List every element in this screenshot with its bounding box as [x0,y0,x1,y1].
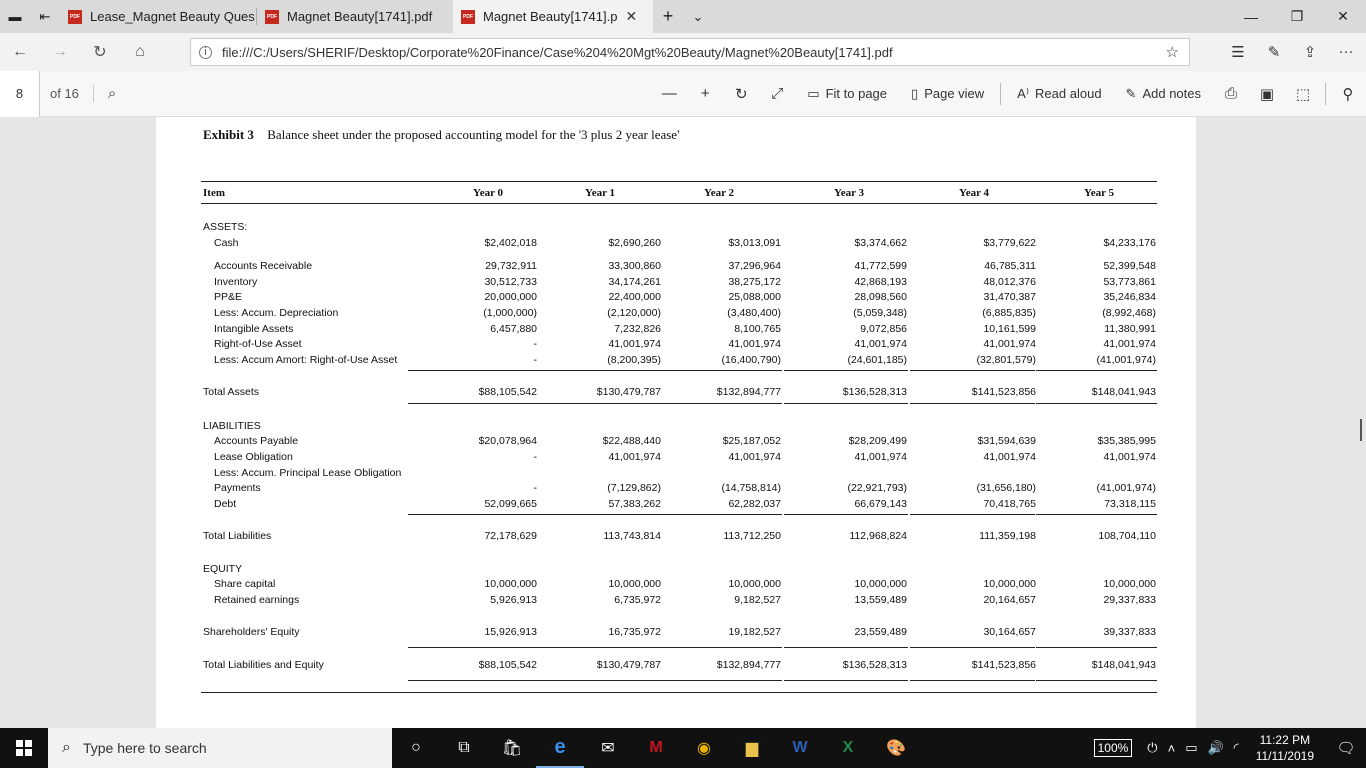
home-icon[interactable]: ⌂ [135,43,145,60]
total-rule [536,403,662,404]
pdf-viewport[interactable] [0,117,1366,728]
table-cell: 19,182,527 [728,626,781,638]
table-cell: 72,178,629 [484,530,537,542]
table-cell: 41,001,974 [728,451,781,463]
edge-icon[interactable]: e [536,728,584,768]
table-bottom-rule [201,692,1157,693]
row-label-accum_dep: Less: Accum. Depreciation [214,307,339,319]
subtotal-rule [661,680,782,681]
fullscreen-icon[interactable]: ⤢ [771,85,784,102]
task-view-icon[interactable]: ⧉ [458,739,470,756]
subtotal-rule [661,647,782,648]
share-icon[interactable]: ⇪ [1303,44,1317,61]
close-window-icon[interactable]: ✕ [1337,8,1349,24]
section-heading-liabilities: LIABILITIES [203,420,261,432]
table-cell: - [533,338,537,350]
table-cell: 57,383,262 [608,498,661,510]
table-cell: 41,001,974 [608,451,661,463]
table-cell: 28,098,560 [854,291,907,303]
subtotal-rule [1036,647,1157,648]
total-rule [784,403,908,404]
table-cell: 29,337,833 [1103,594,1156,606]
column-header-year: Year 3 [833,187,865,199]
back-icon[interactable]: ← [12,43,28,60]
table-cell: $31,594,639 [977,435,1036,447]
print-icon[interactable]: ⎙ [1224,85,1237,102]
table-cell: 46,785,311 [984,260,1036,272]
subtotal-rule [408,680,537,681]
total-rule [661,403,782,404]
minimize-icon[interactable]: — [1244,8,1258,25]
row-label-rou_amort: Less: Accum Amort: Right-of-Use Asset [214,354,398,366]
cortana-icon[interactable]: ○ [411,739,421,756]
fit-to-page-label: Fit to page [825,86,888,101]
subtotal-rule [536,370,662,371]
table-cell: 41,001,974 [728,338,781,350]
row-label-lease_pay: Payments [214,482,261,494]
table-cell: 23,559,489 [854,626,907,638]
table-cell: 41,001,974 [854,451,907,463]
save-icon[interactable]: ▣ [1259,85,1275,103]
column-header-year: Year 0 [472,187,504,199]
pdf-icon: PDF [68,10,82,24]
table-cell: 9,072,856 [860,323,907,335]
table-cell: 35,246,834 [1103,291,1156,303]
table-cell: (22,921,793) [847,482,907,494]
row-label-cash: Cash [214,237,239,249]
table-cell: 20,164,657 [983,594,1036,606]
table-cell: 62,282,037 [728,498,781,510]
table-cell: $35,385,995 [1097,435,1156,447]
row-label-lease_obl: Lease Obligation [214,451,293,463]
table-cell: 38,275,172 [728,276,781,288]
clock-time: 11:22 PM [1259,733,1311,747]
table-cell: (1,000,000) [483,307,537,319]
total-rule [408,403,537,404]
pdf-icon: PDF [265,10,279,24]
tab-actions-icon[interactable]: ▬ [8,9,22,24]
table-cell: $141,523,856 [971,386,1036,398]
windows-logo-icon [16,740,32,756]
forward-icon[interactable]: → [52,43,68,60]
network-adapter-icon[interactable]: ▭ [1185,740,1198,755]
table-cell: 41,772,599 [854,260,907,272]
table-cell: $28,209,499 [848,435,907,447]
add-notes-button[interactable] [1126,86,1201,102]
row-label-total_liab: Total Liabilities [203,530,272,542]
subtotal-rule [408,370,537,371]
row-label-debt: Debt [214,498,237,510]
tab-magnet-beauty-1[interactable] [257,0,453,33]
table-cell: $3,779,622 [983,237,1036,249]
table-cell: 70,418,765 [983,498,1036,510]
table-cell: 13,559,489 [854,594,907,606]
tab-magnet-beauty-active[interactable] [453,0,653,33]
table-cell: $2,402,018 [484,237,537,249]
add-notes-label: Add notes [1142,86,1201,101]
search-icon: ⌕ [62,739,71,756]
info-icon[interactable]: i [199,46,212,59]
table-cell: (2,120,000) [607,307,661,319]
total-rule [910,403,1035,404]
table-cell: 10,000,000 [983,578,1036,590]
table-cell: 111,359,198 [979,530,1036,542]
new-tab-icon[interactable]: + [662,6,674,26]
table-cell: $130,479,787 [596,386,661,398]
table-cell: 20,000,000 [484,291,537,303]
row-label-retained: Retained earnings [214,594,300,606]
table-cell: - [533,451,537,463]
page-count: of 16 [50,86,79,101]
tab-label: Magnet Beauty[1741].p [483,9,618,24]
subtotal-rule [784,680,908,681]
table-cell: 8,100,765 [734,323,781,335]
table-cell: 39,337,833 [1103,626,1156,638]
subtotal-rule [408,514,537,515]
file-explorer-icon[interactable]: ▆ [745,740,759,757]
table-cell: (31,656,180) [976,482,1036,494]
section-heading-assets: ASSETS: [203,221,248,233]
more-icon[interactable]: ··· [1338,43,1354,60]
table-cell: 113,743,814 [603,530,661,542]
search-placeholder: Type here to search [82,740,207,756]
search-icon[interactable]: ⌕ [93,85,116,102]
section-heading-equity: EQUITY [203,563,243,575]
table-cell: $136,528,313 [842,386,907,398]
table-cell: 7,232,826 [614,323,661,335]
subtotal-rule [661,514,782,515]
table-cell: $132,894,777 [716,386,781,398]
row-label-lease_pay_1: Less: Accum. Principal Lease Obligation [214,467,402,479]
table-cell: 73,318,115 [1104,498,1156,510]
subtotal-rule [536,514,662,515]
table-cell: 10,000,000 [1103,578,1156,590]
table-cell: (32,801,579) [976,354,1036,366]
table-cell: $2,690,260 [608,237,661,249]
table-cell: 10,000,000 [728,578,781,590]
row-label-rou: Right-of-Use Asset [214,338,302,350]
column-header-year: Year 2 [703,187,735,199]
exhibit-label: Exhibit 3 [203,127,254,142]
table-cell: 10,000,000 [854,578,907,590]
subtotal-rule [910,680,1035,681]
table-cell: 6,735,972 [614,594,661,606]
set-tabs-aside-icon[interactable]: ⇤ [39,8,51,24]
table-cell: - [533,482,537,494]
row-label-share_cap: Share capital [214,578,276,590]
table-cell: (5,059,348) [853,307,907,319]
action-center-icon[interactable]: 🗨 [1336,740,1356,757]
url-text: file:///C:/Users/SHERIF/Desktop/Corporate%20Finance/Case%204%20Mgt%20Beauty/Magnet%20Beauty[1741].pdf [222,44,893,60]
column-header-year: Year 1 [584,187,616,199]
exhibit-title: Balance sheet under the proposed accounting model for the '3 plus 2 year lease' [267,127,680,142]
exhibit-heading [203,127,679,143]
table-cell: (3,480,400) [727,307,781,319]
zoom-out-icon[interactable]: — [661,85,677,102]
address-bar [0,33,1366,71]
refresh-icon[interactable]: ↻ [93,44,107,61]
subtotal-rule [784,647,908,648]
table-cell: 113,712,250 [723,530,781,542]
table-cell: 41,001,974 [983,338,1036,350]
table-cell: 52,399,548 [1103,260,1156,272]
save-as-icon[interactable]: ⬚ [1295,85,1311,103]
table-cell: $88,105,542 [478,659,537,671]
show-hidden-icons-chevron-icon[interactable]: ˄ [1167,740,1176,756]
table-cell: $25,187,052 [722,435,781,447]
table-cell: (8,992,468) [1102,307,1156,319]
table-cell: 11,380,991 [1104,323,1156,335]
table-cell: 37,296,964 [728,260,781,272]
row-label-intangibles: Intangible Assets [214,323,294,335]
column-header-item: Item [203,187,225,199]
page-view-button[interactable] [911,86,984,102]
wifi-icon[interactable]: ◜ [1233,740,1239,755]
subtotal-rule [784,370,908,371]
subtotal-rule [408,647,537,648]
table-cell: (7,129,862) [607,482,661,494]
close-tab-icon[interactable]: ✕ [625,8,638,24]
clock[interactable] [1256,732,1314,764]
table-cell: 66,679,143 [854,498,907,510]
table-cell: $88,105,542 [478,386,537,398]
chrome-icon[interactable]: ◉ [697,740,711,757]
tab-label: Lease_Magnet Beauty Ques [90,9,255,24]
table-cell: (6,885,835) [982,307,1036,319]
table-cell: $20,078,964 [478,435,537,447]
subtotal-rule [1036,514,1157,515]
table-cell: 25,088,000 [728,291,781,303]
windows-start-button[interactable] [0,728,48,768]
power-icon[interactable]: ⏻ [1147,740,1158,755]
table-cell: 16,735,972 [608,626,661,638]
row-label-ppe: PP&E [214,291,243,303]
row-label-total_le: Total Liabilities and Equity [203,659,324,671]
subtotal-rule [784,514,908,515]
table-cell: 41,001,974 [1103,338,1156,350]
table-cell: $3,374,662 [854,237,907,249]
subtotal-rule [910,370,1035,371]
table-cell: 52,099,665 [484,498,537,510]
pdf-toolbar [0,71,1366,117]
table-cell: 30,164,657 [983,626,1036,638]
taskbar [0,728,1366,768]
pdf-page [156,117,1196,728]
table-cell: $136,528,313 [842,659,907,671]
table-cell: $22,488,440 [602,435,661,447]
row-label-sh_equity: Shareholders' Equity [203,626,300,638]
table-cell: 112,968,824 [849,530,907,542]
tab-label: Magnet Beauty[1741].pdf [287,9,433,24]
fit-to-page-button[interactable] [807,86,887,102]
subtotal-rule [910,514,1035,515]
favorite-star-icon[interactable]: ☆ [1165,44,1179,61]
scrollbar-thumb[interactable] [1360,419,1362,441]
table-cell: (8,200,395) [607,354,661,366]
table-cell: $148,041,943 [1091,386,1156,398]
tab-bar [0,0,1366,33]
table-cell: 10,000,000 [484,578,537,590]
table-top-rule [201,181,1157,182]
restore-icon[interactable]: ❐ [1290,8,1304,24]
taskbar-search[interactable] [48,728,392,768]
table-cell: 42,868,193 [854,276,907,288]
table-cell: $148,041,943 [1091,659,1156,671]
store-icon[interactable]: 🛍 [501,740,523,757]
paint-icon[interactable]: 🎨 [886,740,906,757]
read-aloud-button[interactable] [1017,86,1101,102]
subtotal-rule [1036,680,1157,681]
table-cell: 53,773,861 [1103,276,1156,288]
zoom-in-icon[interactable]: + [700,85,710,102]
table-cell: $3,013,091 [728,237,781,249]
table-cell: (41,001,974) [1096,482,1156,494]
add-notes-icon: ✎ [1125,85,1137,101]
toolbar-divider [1000,83,1001,105]
table-cell: (24,601,185) [847,354,907,366]
page-view-icon: ▯ [911,85,919,101]
pin-toolbar-icon[interactable]: ⚲ [1342,85,1354,103]
table-cell: 30,512,733 [484,276,537,288]
clock-date: 11/11/2019 [1255,749,1314,763]
table-cell: 48,012,376 [983,276,1036,288]
table-cell: $132,894,777 [716,659,781,671]
column-header-year: Year 4 [958,187,990,199]
row-label-ap: Accounts Payable [214,435,299,447]
table-cell: 33,300,860 [608,260,661,272]
read-aloud-label: Read aloud [1035,86,1102,101]
table-header-rule [201,203,1157,204]
table-cell: 29,732,911 [485,260,537,272]
table-cell: (41,001,974) [1096,354,1156,366]
url-field[interactable] [190,38,1190,66]
table-cell: 41,001,974 [608,338,661,350]
page-view-label: Page view [924,86,985,101]
subtotal-rule [910,647,1035,648]
table-cell: $130,479,787 [596,659,661,671]
table-cell: 10,000,000 [608,578,661,590]
table-cell: 9,182,527 [734,594,781,606]
table-cell: 41,001,974 [854,338,907,350]
battery-percent[interactable]: 100% [1094,739,1133,757]
word-icon[interactable]: W [792,739,808,756]
table-cell: $4,233,176 [1103,237,1156,249]
subtotal-rule [536,647,662,648]
row-label-inventory: Inventory [214,276,258,288]
table-cell: (14,758,814) [721,482,781,494]
pdf-icon: PDF [461,10,475,24]
table-cell: 31,470,387 [983,291,1036,303]
table-cell: 5,926,913 [490,594,537,606]
mail-icon[interactable]: ✉ [601,740,615,757]
subtotal-rule [661,370,782,371]
total-rule [1036,403,1157,404]
table-cell: 34,174,261 [608,276,661,288]
tab-preview-chevron-icon[interactable]: ⌄ [692,8,704,24]
table-cell: 108,704,110 [1098,530,1156,542]
row-label-ar: Accounts Receivable [214,260,313,272]
table-cell: - [533,354,537,366]
column-header-year: Year 5 [1083,187,1115,199]
excel-icon[interactable]: X [842,739,854,756]
table-cell: 41,001,974 [983,451,1036,463]
tab-lease-questions[interactable] [60,0,256,33]
table-cell: 6,457,880 [490,323,537,335]
toolbar-divider [1325,83,1326,105]
page-number-input[interactable]: 8 [0,71,40,117]
subtotal-rule [536,680,662,681]
row-label-total_assets: Total Assets [203,386,260,398]
table-cell: 41,001,974 [1103,451,1156,463]
favorites-list-icon[interactable]: ☰ [1231,44,1245,61]
read-aloud-icon: A⁾ [1017,85,1030,101]
table-cell: 22,400,000 [608,291,661,303]
volume-icon[interactable]: 🔊 [1207,740,1224,755]
table-cell: $141,523,856 [971,659,1036,671]
pen-icon[interactable]: ✎ [1267,44,1281,61]
rotate-icon[interactable]: ↻ [735,85,748,103]
fit-page-icon: ▭ [807,85,820,101]
subtotal-rule [1036,370,1157,371]
table-cell: (16,400,790) [721,354,781,366]
mcafee-icon[interactable]: M [649,739,663,756]
table-cell: 15,926,913 [484,626,537,638]
table-cell: 10,161,599 [983,323,1036,335]
